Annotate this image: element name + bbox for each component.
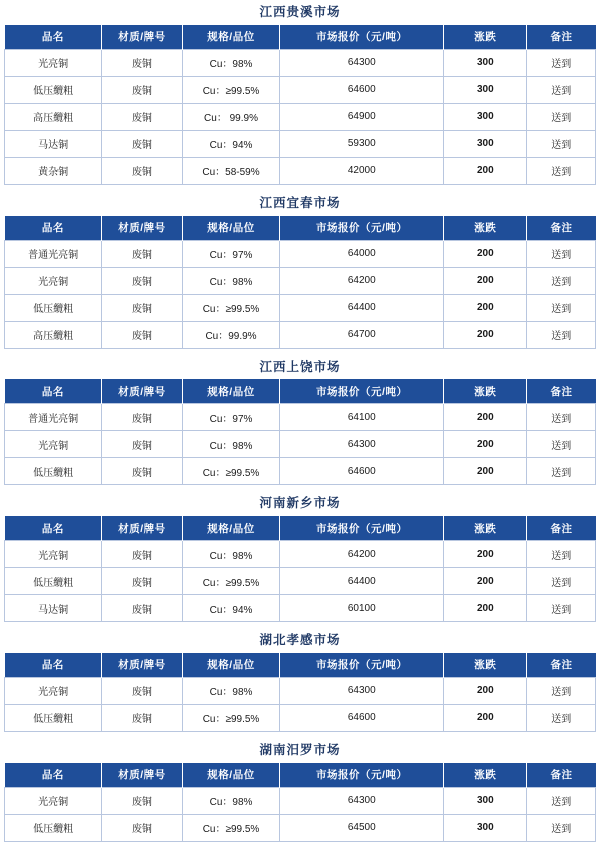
cell-name: 低压纜粗 [5, 568, 102, 595]
market-title: 湖南汨罗市场 [259, 742, 341, 757]
cell-price: 64300 [280, 49, 444, 76]
cell-change: 200 [444, 157, 527, 184]
table-header-row [5, 379, 596, 404]
market-block [4, 738, 596, 842]
cell-change: 300 [444, 103, 527, 130]
cell-name: 普通光亮铜 [5, 240, 102, 267]
column-header: 规格/品位 [182, 516, 280, 541]
cell-note: 送到 [527, 49, 596, 76]
table-header-row [5, 216, 596, 241]
cell-material: 废铜 [102, 541, 182, 568]
table-row [5, 458, 596, 485]
cell-spec: Cu：≥99.5% [182, 294, 280, 321]
cell-spec: Cu：≥99.5% [182, 76, 280, 103]
column-header: 涨跌 [444, 763, 527, 788]
column-header: 涨跌 [444, 653, 527, 678]
table-row [5, 431, 596, 458]
cell-material: 废铜 [102, 677, 182, 704]
column-header: 材质/牌号 [102, 216, 182, 241]
column-header: 市场报价（元/吨） [280, 216, 444, 241]
table-header-row [5, 653, 596, 678]
market-title: 湖北孝感市场 [259, 633, 341, 647]
column-header: 市场报价（元/吨） [280, 763, 444, 788]
cell-name: 低压纜粗 [5, 458, 102, 485]
cell-material: 废铜 [102, 404, 182, 431]
column-header: 备注 [527, 653, 596, 678]
cell-price: 64600 [280, 76, 444, 103]
cell-spec: Cu：97% [182, 404, 280, 431]
cell-spec: Cu：98% [182, 49, 280, 76]
market-title: 江西上饶市场 [259, 359, 341, 374]
column-header: 品名 [5, 516, 102, 541]
cell-change: 200 [444, 568, 527, 595]
market-block [4, 355, 596, 486]
price-table [4, 216, 596, 349]
market-block [4, 0, 596, 185]
cell-spec: Cu：99.9% [182, 321, 280, 348]
price-table [4, 763, 596, 842]
table-row [5, 541, 596, 568]
cell-name: 光亮铜 [5, 49, 102, 76]
cell-name: 光亮铜 [5, 787, 102, 814]
column-header: 市场报价（元/吨） [280, 653, 444, 678]
cell-price: 64200 [280, 541, 444, 568]
market-block [4, 191, 596, 349]
cell-change: 200 [444, 541, 527, 568]
cell-name: 马达铜 [5, 130, 102, 157]
cell-spec: Cu：94% [182, 595, 280, 622]
cell-spec: Cu：≥99.5% [182, 458, 280, 485]
column-header: 材质/牌号 [102, 653, 182, 678]
cell-spec: Cu：97% [182, 240, 280, 267]
column-header: 规格/品位 [182, 379, 280, 404]
table-row [5, 704, 596, 731]
table-row [5, 321, 596, 348]
cell-material: 废铜 [102, 76, 182, 103]
cell-material: 废铜 [102, 157, 182, 184]
table-row [5, 240, 596, 267]
cell-name: 低压纜粗 [5, 704, 102, 731]
column-header: 材质/牌号 [102, 763, 182, 788]
cell-change: 300 [444, 130, 527, 157]
cell-spec: Cu：98% [182, 677, 280, 704]
cell-price: 64100 [280, 404, 444, 431]
column-header: 规格/品位 [182, 25, 280, 50]
cell-note: 送到 [527, 677, 596, 704]
column-header: 品名 [5, 25, 102, 50]
table-header-row [5, 763, 596, 788]
cell-name: 低压纜粗 [5, 294, 102, 321]
table-row [5, 677, 596, 704]
cell-price: 64900 [280, 103, 444, 130]
cell-change: 200 [444, 404, 527, 431]
cell-name: 低压纜粗 [5, 76, 102, 103]
cell-price: 64300 [280, 787, 444, 814]
cell-price: 64500 [280, 814, 444, 841]
cell-price: 64200 [280, 267, 444, 294]
cell-name: 光亮铜 [5, 431, 102, 458]
cell-spec: Cu：94% [182, 130, 280, 157]
cell-note: 送到 [527, 267, 596, 294]
column-header: 品名 [5, 216, 102, 241]
cell-name: 光亮铜 [5, 541, 102, 568]
cell-change: 300 [444, 76, 527, 103]
cell-price: 64700 [280, 321, 444, 348]
cell-spec: Cu： 99.9% [182, 103, 280, 130]
cell-spec: Cu：58-59% [182, 157, 280, 184]
column-header: 备注 [527, 216, 596, 241]
cell-material: 废铜 [102, 294, 182, 321]
cell-material: 废铜 [102, 130, 182, 157]
column-header: 材质/牌号 [102, 516, 182, 541]
cell-price: 42000 [280, 157, 444, 184]
cell-material: 废铜 [102, 595, 182, 622]
cell-change: 200 [444, 595, 527, 622]
cell-name: 普通光亮铜 [5, 404, 102, 431]
column-header: 品名 [5, 379, 102, 404]
cell-name: 光亮铜 [5, 267, 102, 294]
price-table [4, 379, 596, 485]
table-row [5, 294, 596, 321]
cell-note: 送到 [527, 595, 596, 622]
column-header: 涨跌 [444, 379, 527, 404]
cell-material: 废铜 [102, 704, 182, 731]
cell-note: 送到 [527, 814, 596, 841]
cell-price: 64400 [280, 294, 444, 321]
cell-price: 60100 [280, 595, 444, 622]
cell-note: 送到 [527, 76, 596, 103]
cell-material: 废铜 [102, 814, 182, 841]
cell-note: 送到 [527, 130, 596, 157]
table-row [5, 814, 596, 841]
table-header-row [5, 25, 596, 50]
cell-material: 废铜 [102, 103, 182, 130]
cell-change: 200 [444, 677, 527, 704]
cell-note: 送到 [527, 404, 596, 431]
cell-name: 高压纜粗 [5, 103, 102, 130]
cell-name: 高压纜粗 [5, 321, 102, 348]
cell-change: 200 [444, 294, 527, 321]
cell-change: 300 [444, 49, 527, 76]
column-header: 规格/品位 [182, 216, 280, 241]
column-header: 品名 [5, 653, 102, 678]
cell-spec: Cu：98% [182, 431, 280, 458]
market-title: 江西贵溪市场 [259, 5, 341, 19]
column-header: 市场报价（元/吨） [280, 516, 444, 541]
cell-spec: Cu：≥99.5% [182, 704, 280, 731]
market-title: 江西宜春市场 [259, 195, 341, 210]
cell-material: 废铜 [102, 49, 182, 76]
cell-price: 64600 [280, 458, 444, 485]
cell-spec: Cu：98% [182, 787, 280, 814]
cell-change: 200 [444, 458, 527, 485]
table-row [5, 76, 596, 103]
column-header: 材质/牌号 [102, 25, 182, 50]
column-header: 规格/品位 [182, 653, 280, 678]
cell-name: 马达铜 [5, 595, 102, 622]
cell-price: 64400 [280, 568, 444, 595]
price-table [4, 25, 596, 185]
cell-note: 送到 [527, 294, 596, 321]
cell-spec: Cu：98% [182, 267, 280, 294]
cell-price: 59300 [280, 130, 444, 157]
column-header: 备注 [527, 25, 596, 50]
column-header: 市场报价（元/吨） [280, 379, 444, 404]
cell-note: 送到 [527, 431, 596, 458]
cell-change: 200 [444, 704, 527, 731]
table-row [5, 49, 596, 76]
table-row [5, 157, 596, 184]
cell-material: 废铜 [102, 458, 182, 485]
table-row [5, 130, 596, 157]
cell-change: 200 [444, 267, 527, 294]
cell-price: 64600 [280, 704, 444, 731]
market-block [4, 628, 596, 732]
cell-change: 300 [444, 814, 527, 841]
cell-note: 送到 [527, 103, 596, 130]
column-header: 涨跌 [444, 516, 527, 541]
market-block [4, 491, 596, 622]
cell-note: 送到 [527, 458, 596, 485]
cell-spec: Cu：≥99.5% [182, 814, 280, 841]
table-row [5, 787, 596, 814]
column-header: 市场报价（元/吨） [280, 25, 444, 50]
table-row [5, 404, 596, 431]
table-header-row [5, 516, 596, 541]
price-table [4, 653, 596, 732]
cell-note: 送到 [527, 157, 596, 184]
cell-material: 废铜 [102, 267, 182, 294]
column-header: 备注 [527, 763, 596, 788]
market-title: 河南新乡市场 [259, 496, 341, 511]
cell-name: 光亮铜 [5, 677, 102, 704]
table-row [5, 595, 596, 622]
cell-price: 64300 [280, 431, 444, 458]
cell-change: 200 [444, 431, 527, 458]
cell-material: 废铜 [102, 787, 182, 814]
cell-note: 送到 [527, 321, 596, 348]
cell-note: 送到 [527, 704, 596, 731]
cell-material: 废铜 [102, 568, 182, 595]
cell-material: 废铜 [102, 321, 182, 348]
cell-name: 低压纜粗 [5, 814, 102, 841]
cell-name: 黄杂铜 [5, 157, 102, 184]
cell-change: 300 [444, 787, 527, 814]
cell-material: 废铜 [102, 240, 182, 267]
cell-change: 200 [444, 321, 527, 348]
cell-change: 200 [444, 240, 527, 267]
cell-note: 送到 [527, 541, 596, 568]
cell-material: 废铜 [102, 431, 182, 458]
column-header: 规格/品位 [182, 763, 280, 788]
cell-note: 送到 [527, 240, 596, 267]
column-header: 涨跌 [444, 216, 527, 241]
column-header: 备注 [527, 379, 596, 404]
cell-note: 送到 [527, 568, 596, 595]
column-header: 品名 [5, 763, 102, 788]
column-header: 备注 [527, 516, 596, 541]
cell-spec: Cu：≥99.5% [182, 568, 280, 595]
table-row [5, 568, 596, 595]
cell-price: 64000 [280, 240, 444, 267]
cell-spec: Cu：98% [182, 541, 280, 568]
price-table [4, 516, 596, 622]
cell-note: 送到 [527, 787, 596, 814]
table-row [5, 103, 596, 130]
cell-price: 64300 [280, 677, 444, 704]
column-header: 材质/牌号 [102, 379, 182, 404]
table-row [5, 267, 596, 294]
column-header: 涨跌 [444, 25, 527, 50]
